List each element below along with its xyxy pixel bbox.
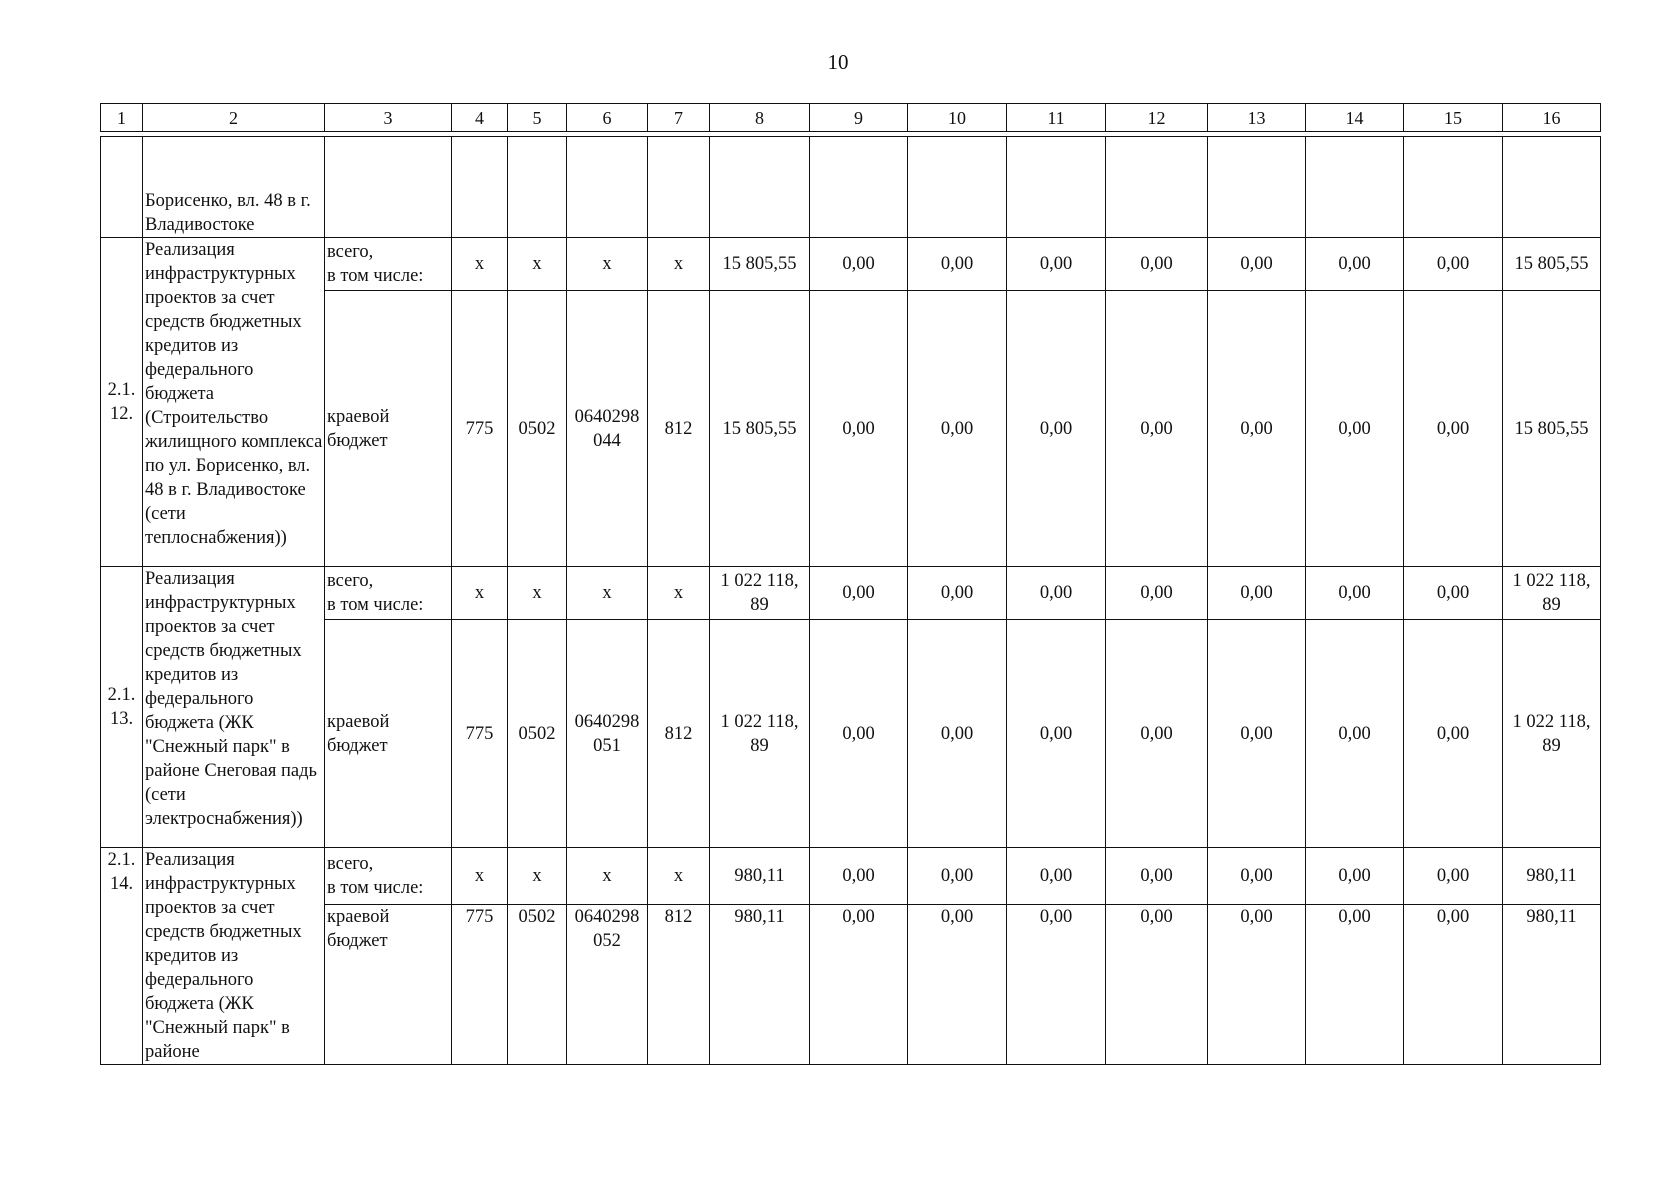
- value-cell: 15 805,55: [1503, 291, 1601, 567]
- header-cell: 5: [508, 104, 567, 132]
- value-cell: х: [452, 848, 508, 905]
- table-row-total: [101, 238, 1601, 291]
- value-cell: 0,00: [1106, 238, 1208, 291]
- value-cell: х: [648, 238, 710, 291]
- value-cell: 1 022 118, 89: [1503, 620, 1601, 848]
- header-cell: 4: [452, 104, 508, 132]
- name-cell: Реализация инфраструктурных проектов за счет средств бюджетных кредитов из федерального бюджета (Строительство жилищного комплекса по ул. Борисенко, вл. 48 в г. Владивостоке (сети теплоснабжения)): [143, 238, 325, 567]
- value-cell: 0640298 044: [567, 291, 648, 567]
- header-cell: 6: [567, 104, 648, 132]
- value-cell: 0,00: [1208, 238, 1306, 291]
- empty-cell: [1007, 137, 1106, 238]
- empty-cell: [1106, 137, 1208, 238]
- header-cell: 3: [325, 104, 452, 132]
- header-cell: 11: [1007, 104, 1106, 132]
- value-cell: 775: [452, 291, 508, 567]
- value-cell: 0,00: [1106, 291, 1208, 567]
- value-cell: 0,00: [1208, 848, 1306, 905]
- header-cell: 8: [710, 104, 810, 132]
- value-cell: 0,00: [1404, 238, 1503, 291]
- value-cell: х: [452, 238, 508, 291]
- value-cell: 0,00: [1007, 567, 1106, 620]
- value-cell: 812: [648, 291, 710, 567]
- value-cell: 0,00: [908, 291, 1007, 567]
- value-cell: 0,00: [810, 848, 908, 905]
- value-cell: 775: [452, 905, 508, 1065]
- value-cell: 0,00: [1007, 848, 1106, 905]
- header-row: [101, 104, 1601, 132]
- value-cell: х: [567, 567, 648, 620]
- header-cell: 12: [1106, 104, 1208, 132]
- empty-cell: [1306, 137, 1404, 238]
- page-number: 10: [827, 50, 849, 74]
- value-cell: 0,00: [908, 620, 1007, 848]
- value-cell: 0,00: [1208, 620, 1306, 848]
- source-cell: всего, в том числе:: [325, 848, 452, 905]
- table-row-total: [101, 848, 1601, 905]
- value-cell: 0,00: [1404, 620, 1503, 848]
- value-cell: 0,00: [908, 848, 1007, 905]
- header-cell: 15: [1404, 104, 1503, 132]
- table-row-continuation: [101, 137, 1601, 238]
- source-cell: краевой бюджет: [325, 620, 452, 848]
- value-cell: 0,00: [1106, 567, 1208, 620]
- empty-cell: [325, 137, 452, 238]
- value-cell: 0,00: [1306, 620, 1404, 848]
- table-row-budget: [101, 905, 1601, 1065]
- value-cell: 0,00: [1106, 848, 1208, 905]
- value-cell: 812: [648, 620, 710, 848]
- value-cell: 0,00: [810, 620, 908, 848]
- index-cell: 2.1. 12.: [101, 238, 143, 567]
- value-cell: 0,00: [1106, 620, 1208, 848]
- header-cell: 1: [101, 104, 143, 132]
- value-cell: 0,00: [908, 238, 1007, 291]
- value-cell: 980,11: [710, 905, 810, 1065]
- value-cell: 775: [452, 620, 508, 848]
- header-table: [100, 103, 1601, 132]
- header-cell: 9: [810, 104, 908, 132]
- value-cell: 0502: [508, 905, 567, 1065]
- table-row-total: [101, 567, 1601, 620]
- value-cell: 0,00: [1007, 905, 1106, 1065]
- empty-cell: [508, 137, 567, 238]
- header-cell: 7: [648, 104, 710, 132]
- value-cell: 15 805,55: [710, 238, 810, 291]
- empty-cell: [908, 137, 1007, 238]
- value-cell: 0,00: [1106, 905, 1208, 1065]
- empty-cell: [567, 137, 648, 238]
- header-cell: 13: [1208, 104, 1306, 132]
- value-cell: 0,00: [1306, 291, 1404, 567]
- source-cell: краевой бюджет: [325, 291, 452, 567]
- value-cell: 1 022 118, 89: [1503, 567, 1601, 620]
- value-cell: 0502: [508, 620, 567, 848]
- value-cell: х: [648, 567, 710, 620]
- value-cell: х: [567, 238, 648, 291]
- empty-cell: [1503, 137, 1601, 238]
- name-cell: Борисенко, вл. 48 в г. Владивостоке: [143, 137, 325, 238]
- source-cell: всего, в том числе:: [325, 567, 452, 620]
- value-cell: 0,00: [1007, 620, 1106, 848]
- header-cell: 16: [1503, 104, 1601, 132]
- value-cell: 812: [648, 905, 710, 1065]
- value-cell: 0,00: [1306, 567, 1404, 620]
- value-cell: 0,00: [1007, 238, 1106, 291]
- value-cell: 0640298 051: [567, 620, 648, 848]
- source-cell: всего, в том числе:: [325, 238, 452, 291]
- empty-cell: [810, 137, 908, 238]
- value-cell: 0,00: [1208, 905, 1306, 1065]
- empty-cell: [1208, 137, 1306, 238]
- empty-cell: [452, 137, 508, 238]
- value-cell: 0,00: [1208, 567, 1306, 620]
- value-cell: х: [452, 567, 508, 620]
- table-row-budget: [101, 620, 1601, 848]
- empty-cell: [710, 137, 810, 238]
- value-cell: х: [508, 238, 567, 291]
- value-cell: 0,00: [1404, 848, 1503, 905]
- value-cell: х: [648, 848, 710, 905]
- empty-cell: [1404, 137, 1503, 238]
- index-cell: 2.1. 14.: [101, 848, 143, 1065]
- header-cell: 14: [1306, 104, 1404, 132]
- name-cell: Реализация инфраструктурных проектов за счет средств бюджетных кредитов из федерального бюджета (ЖК "Снежный парк" в районе Снеговая падь (сети электроснабжения)): [143, 567, 325, 848]
- value-cell: 0,00: [1306, 238, 1404, 291]
- value-cell: 980,11: [1503, 848, 1601, 905]
- empty-cell: [648, 137, 710, 238]
- table-row-budget: [101, 291, 1601, 567]
- value-cell: 980,11: [1503, 905, 1601, 1065]
- value-cell: 0,00: [810, 238, 908, 291]
- value-cell: 0,00: [908, 905, 1007, 1065]
- value-cell: 0502: [508, 291, 567, 567]
- header-cell: 10: [908, 104, 1007, 132]
- value-cell: 0,00: [1007, 291, 1106, 567]
- value-cell: 0,00: [1306, 848, 1404, 905]
- name-cell: Реализация инфраструктурных проектов за счет средств бюджетных кредитов из федерального бюджета (ЖК "Снежный парк" в районе: [143, 848, 325, 1065]
- source-cell: краевой бюджет: [325, 905, 452, 1065]
- index-cell: [101, 137, 143, 238]
- value-cell: 0,00: [1404, 291, 1503, 567]
- data-table: [100, 136, 1601, 1065]
- value-cell: х: [567, 848, 648, 905]
- value-cell: 980,11: [710, 848, 810, 905]
- value-cell: 0,00: [1306, 905, 1404, 1065]
- value-cell: 15 805,55: [710, 291, 810, 567]
- value-cell: 0,00: [1208, 291, 1306, 567]
- header-cell: 2: [143, 104, 325, 132]
- value-cell: 0,00: [1404, 905, 1503, 1065]
- value-cell: 0,00: [810, 567, 908, 620]
- value-cell: 1 022 118, 89: [710, 567, 810, 620]
- value-cell: 15 805,55: [1503, 238, 1601, 291]
- value-cell: 0,00: [810, 291, 908, 567]
- value-cell: 0,00: [908, 567, 1007, 620]
- value-cell: 1 022 118, 89: [710, 620, 810, 848]
- value-cell: 0,00: [1404, 567, 1503, 620]
- index-cell: 2.1. 13.: [101, 567, 143, 848]
- value-cell: х: [508, 848, 567, 905]
- value-cell: 0,00: [810, 905, 908, 1065]
- value-cell: 0640298 052: [567, 905, 648, 1065]
- value-cell: х: [508, 567, 567, 620]
